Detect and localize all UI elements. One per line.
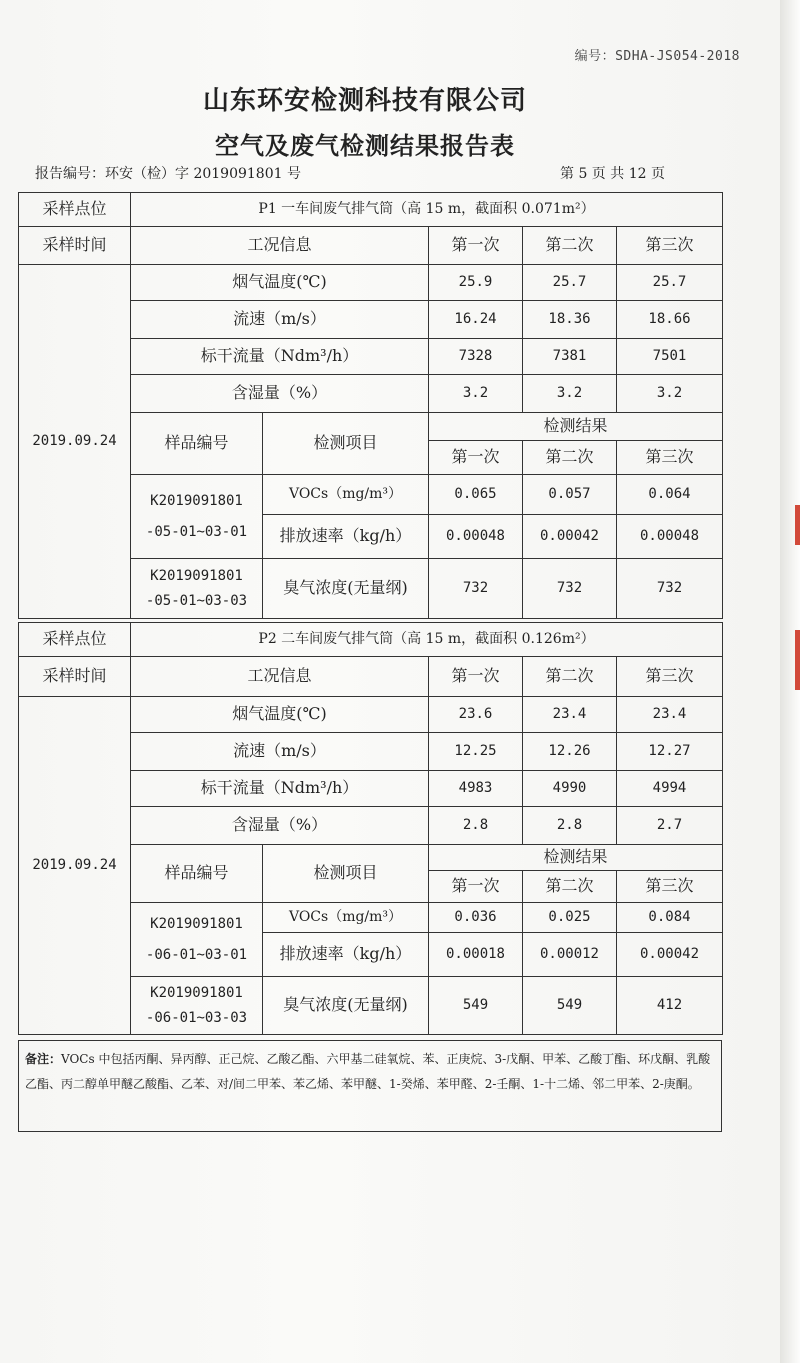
velocity-run1: 16.24 [429,301,523,339]
run2-header: 第二次 [523,227,617,265]
temperature-label: 烟气温度(℃) [131,265,429,301]
vocs-run1: 0.065 [429,475,523,515]
sampling-date: 2019.09.24 [19,265,131,619]
emission-rate-run2: 0.00012 [523,933,617,977]
odor-run3: 732 [617,559,723,619]
moisture-run1: 2.8 [429,807,523,845]
sample-no-header: 样品编号 [131,413,263,475]
sampling-point-label: 采样点位 [19,623,131,657]
velocity-run3: 12.27 [617,733,723,771]
emission-rate-label: 排放速率（kg/h） [263,933,429,977]
flow-run2: 4990 [523,771,617,807]
document-number: 编号：SDHA-JS054-2018 [574,49,740,64]
velocity-label: 流速（m/s） [131,301,429,339]
run1-header: 第一次 [429,227,523,265]
table-row [19,227,723,265]
temperature-run2: 23.4 [523,697,617,733]
vocs-run1: 0.036 [429,903,523,933]
result-run2-header: 第二次 [523,871,617,903]
result-run1-header: 第一次 [429,871,523,903]
emission-rate-run1: 0.00048 [429,515,523,559]
red-stamp-edge [795,630,800,690]
odor-label: 臭气浓度(无量纲) [263,977,429,1035]
sampling-time-label: 采样时间 [19,227,131,265]
moisture-label: 含湿量（%） [131,375,429,413]
remark-label: 备注： [25,1052,62,1066]
sample-id-line: K2019091801 [150,985,243,1002]
result-run3-header: 第三次 [617,441,723,475]
result-run1-header: 第一次 [429,441,523,475]
odor-run2: 732 [523,559,617,619]
run1-header: 第一次 [429,657,523,697]
report-title: 空气及废气检测结果报告表 [215,131,515,160]
conditions-header: 工况信息 [131,657,429,697]
table-row [19,193,723,227]
results-table-p2 [18,622,723,1035]
sample-id-line: -05-01~03-03 [145,592,248,609]
table-row [19,623,723,657]
emission-rate-run3: 0.00042 [617,933,723,977]
odor-label: 臭气浓度(无量纲) [263,559,429,619]
moisture-run3: 3.2 [617,375,723,413]
sampling-point-label: 采样点位 [19,193,131,227]
moisture-run2: 3.2 [523,375,617,413]
results-header: 检测结果 [429,845,723,871]
run3-header: 第三次 [617,657,723,697]
temperature-run1: 23.6 [429,697,523,733]
flow-run1: 4983 [429,771,523,807]
moisture-run1: 3.2 [429,375,523,413]
temperature-run3: 25.7 [617,265,723,301]
sampling-time-label: 采样时间 [19,657,131,697]
vocs-run3: 0.064 [617,475,723,515]
temperature-run1: 25.9 [429,265,523,301]
results-header: 检测结果 [429,413,723,441]
remark-box [18,1040,722,1132]
vocs-run2: 0.025 [523,903,617,933]
company-name: 山东环安检测科技有限公司 [202,86,527,116]
sample-id-a [131,903,263,977]
moisture-label: 含湿量（%） [131,807,429,845]
sample-id-line: K2019091801 [150,493,243,510]
vocs-run2: 0.057 [523,475,617,515]
sample-id-b [131,977,263,1035]
red-stamp-edge [795,505,800,545]
temperature-run3: 23.4 [617,697,723,733]
table-row [19,697,723,733]
flow-label: 标干流量（Ndm³/h） [131,339,429,375]
odor-run3: 412 [617,977,723,1035]
flow-run1: 7328 [429,339,523,375]
run3-header: 第三次 [617,227,723,265]
conditions-header: 工况信息 [131,227,429,265]
sample-id-line: -06-01~03-03 [145,1009,248,1026]
sample-id-b [131,559,263,619]
test-item-header: 检测项目 [263,413,429,475]
run2-header: 第二次 [523,657,617,697]
odor-run1: 732 [429,559,523,619]
sample-id-line: K2019091801 [150,568,243,585]
flow-label: 标干流量（Ndm³/h） [131,771,429,807]
sample-id-line: -05-01~03-01 [145,523,248,540]
table-row [19,657,723,697]
velocity-label: 流速（m/s） [131,733,429,771]
result-run2-header: 第二次 [523,441,617,475]
vocs-label: VOCs（mg/m³） [263,475,429,515]
flow-run3: 4994 [617,771,723,807]
test-item-header: 检测项目 [263,845,429,903]
odor-run2: 549 [523,977,617,1035]
page-info: 第 5 页 共 12 页 [560,166,665,182]
velocity-run1: 12.25 [429,733,523,771]
sampling-date: 2019.09.24 [19,697,131,1035]
odor-run1: 549 [429,977,523,1035]
sample-id-a [131,475,263,559]
sample-no-header: 样品编号 [131,845,263,903]
moisture-run3: 2.7 [617,807,723,845]
velocity-run2: 12.26 [523,733,617,771]
emission-rate-run1: 0.00018 [429,933,523,977]
flow-run2: 7381 [523,339,617,375]
sample-id-line: K2019091801 [150,916,243,933]
results-table-p1 [18,192,723,619]
vocs-run3: 0.084 [617,903,723,933]
emission-rate-label: 排放速率（kg/h） [263,515,429,559]
temperature-run2: 25.7 [523,265,617,301]
velocity-run3: 18.66 [617,301,723,339]
temperature-label: 烟气温度(℃) [131,697,429,733]
result-run3-header: 第三次 [617,871,723,903]
sampling-point-value: P1 一车间废气排气筒（高 15 m，截面积 0.071m²） [131,193,723,227]
report-number: 报告编号：环安（检）字 2019091801 号 [35,166,301,182]
table-row [19,265,723,301]
sampling-point-value: P2 二车间废气排气筒（高 15 m，截面积 0.126m²） [131,623,723,657]
remark-text: VOCs 中包括丙酮、异丙醇、正己烷、乙酸乙酯、六甲基二硅氧烷、苯、正庚烷、3-戊酮、甲苯、乙酸丁酯、环戊酮、乳酸乙酯、丙二醇单甲醚乙酸酯、乙苯、对/间二甲苯、苯乙烯、苯甲醚、1-癸烯、苯甲醛、2-壬酮、1-十二烯、邻二甲苯、2-庚酮。 [25,1052,711,1091]
sample-id-line: -06-01~03-01 [145,946,248,963]
moisture-run2: 2.8 [523,807,617,845]
emission-rate-run2: 0.00042 [523,515,617,559]
vocs-label: VOCs（mg/m³） [263,903,429,933]
velocity-run2: 18.36 [523,301,617,339]
emission-rate-run3: 0.00048 [617,515,723,559]
flow-run3: 7501 [617,339,723,375]
